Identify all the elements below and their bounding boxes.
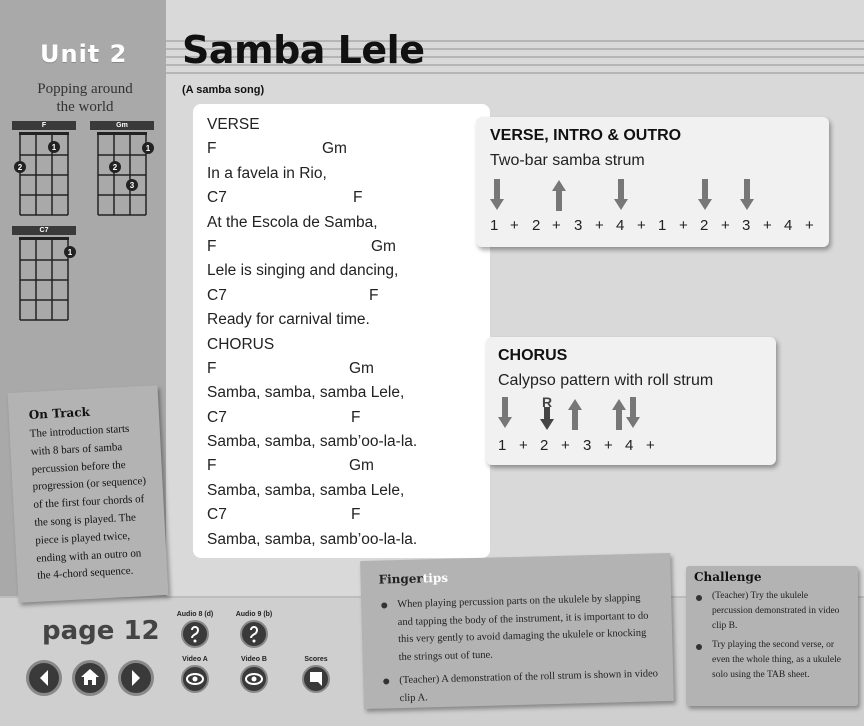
staff-line xyxy=(166,72,864,74)
strum-heading: CHORUS xyxy=(498,347,568,364)
chord-label: Gm xyxy=(349,457,374,475)
chord-label: C7 xyxy=(207,506,227,524)
lyric-line: Samba, samba, samb’oo-la-la. xyxy=(207,433,418,451)
on-track-line: percussion before the xyxy=(31,458,126,476)
chord-label: F xyxy=(351,408,361,426)
fretboard-icon xyxy=(90,121,154,217)
challenge-item: (Teacher) Try the ukulele percussion demonstrated in video clip B. xyxy=(694,589,850,634)
beat-count: 1 xyxy=(490,217,499,234)
chord-label: F xyxy=(369,286,379,304)
chord-diagram-gm xyxy=(90,121,154,217)
on-track-line: progression (or sequence) xyxy=(32,475,147,494)
lyric-line: Ready for carnival time. xyxy=(207,311,370,329)
beat-count: + xyxy=(561,437,570,454)
beat-count: + xyxy=(519,437,528,454)
ear-icon xyxy=(240,620,268,648)
finger-number: 2 xyxy=(112,163,118,172)
unit-subtitle xyxy=(20,80,150,116)
beat-count: + xyxy=(637,217,646,234)
strum-description: Two-bar samba strum xyxy=(490,152,645,169)
chord-name: Gm xyxy=(90,121,154,130)
beat-count: 2 xyxy=(700,217,709,234)
finger-number: 1 xyxy=(67,248,73,257)
lyric-line: Lele is singing and dancing, xyxy=(207,262,399,280)
on-track-heading: On Track xyxy=(28,404,91,422)
heading-part: Finger xyxy=(378,571,423,587)
video-b-button[interactable] xyxy=(234,656,274,693)
forward-button[interactable] xyxy=(118,660,154,696)
section-label: CHORUS xyxy=(207,335,275,353)
lyric-line: Samba, samba, samba Lele, xyxy=(207,481,405,499)
lyric-line: In a favela in Rio, xyxy=(207,164,327,182)
chord-row xyxy=(207,137,490,161)
beat-count: + xyxy=(646,437,655,454)
home-icon xyxy=(75,663,105,693)
eye-icon xyxy=(181,665,209,693)
chord-row xyxy=(207,454,490,478)
strum-box-chorus xyxy=(486,337,776,465)
beat-count: + xyxy=(510,217,519,234)
beat-count: + xyxy=(721,217,730,234)
chord-label: Gm xyxy=(322,140,347,158)
on-track-text xyxy=(29,420,153,586)
strum-pattern-verse xyxy=(490,178,830,212)
beat-count: 1 xyxy=(658,217,667,234)
chord-label: F xyxy=(207,237,217,255)
lyric-line: At the Escola de Samba, xyxy=(207,213,378,231)
chord-diagram-c7 xyxy=(12,226,76,322)
finger-tip-item: (Teacher) A demonstration of the roll strum is shown in video clip A. xyxy=(381,665,660,707)
media-label: Video B xyxy=(241,656,267,663)
beat-count-verse xyxy=(490,217,820,235)
chord-diagram-f xyxy=(12,121,76,217)
lyric-line: Samba, samba, samba Lele, xyxy=(207,384,405,402)
page-subtitle: (A samba song) xyxy=(182,84,265,96)
unit-subtitle-line: Popping around xyxy=(37,81,133,97)
strum-arrow-icon xyxy=(490,179,754,211)
beat-count: 4 xyxy=(625,437,634,454)
heading-part: tips xyxy=(422,570,449,586)
chord-row xyxy=(207,503,490,527)
finger-number: 3 xyxy=(129,181,135,190)
roll-mark: R xyxy=(542,395,553,410)
ear-icon xyxy=(181,620,209,648)
chord-row xyxy=(207,406,490,430)
chord-label: C7 xyxy=(207,189,227,207)
chord-row xyxy=(207,284,490,308)
on-track-line: piece is played twice, xyxy=(35,529,131,547)
section-label: VERSE xyxy=(207,116,260,133)
on-track-line: of the first four chords of xyxy=(33,493,145,512)
on-track-line: the song is played. The xyxy=(34,511,137,529)
beat-count: 2 xyxy=(532,217,541,234)
chord-name: C7 xyxy=(12,226,76,235)
media-label: Video A xyxy=(182,656,208,663)
beat-count: + xyxy=(595,217,604,234)
strum-heading: VERSE, INTRO & OUTRO xyxy=(490,127,682,144)
beat-count: 1 xyxy=(498,437,507,454)
eye-icon xyxy=(240,665,268,693)
page-title: Samba Lele xyxy=(182,28,425,72)
video-a-button[interactable] xyxy=(175,656,215,693)
chord-label: F xyxy=(351,506,361,524)
lyric-line: Samba, samba, samb’oo-la-la. xyxy=(207,530,418,548)
chord-label: F xyxy=(207,359,217,377)
fretboard-icon xyxy=(12,121,76,217)
home-button[interactable] xyxy=(72,660,108,696)
media-label: Scores xyxy=(304,656,328,663)
beat-count: 4 xyxy=(784,217,793,234)
on-track-note xyxy=(8,385,169,603)
score-icon xyxy=(302,665,330,693)
audio-9-button[interactable] xyxy=(234,611,274,648)
back-arrow-icon xyxy=(29,663,59,693)
challenge-item: Try playing the second verse, or even the whole thing, as a ukulele solo using the TAB sheet. xyxy=(694,638,850,683)
unit-subtitle-line: the world xyxy=(56,99,114,115)
lyrics-panel xyxy=(193,104,490,558)
finger-tips-note xyxy=(360,553,674,709)
on-track-line: the 4-chord sequence. xyxy=(36,565,134,583)
on-track-line: with 8 bars of samba xyxy=(30,440,123,458)
beat-count: 3 xyxy=(742,217,751,234)
finger-number: 1 xyxy=(145,144,151,153)
chord-label: C7 xyxy=(207,286,227,304)
chord-label: C7 xyxy=(207,408,227,426)
forward-arrow-icon xyxy=(121,663,151,693)
audio-8-button[interactable] xyxy=(175,611,215,648)
chord-label: Gm xyxy=(349,359,374,377)
chord-row xyxy=(207,186,490,210)
strum-arrow-icon xyxy=(498,397,640,430)
on-track-line: ending with an outro on xyxy=(35,546,142,565)
finger-number: 2 xyxy=(17,163,23,172)
chord-label: F xyxy=(207,140,217,158)
media-label: Audio 9 (b) xyxy=(235,611,273,618)
chord-label: F xyxy=(207,457,217,475)
chord-row xyxy=(207,357,490,381)
page-number: page 12 xyxy=(42,616,160,646)
strum-pattern-chorus xyxy=(498,395,668,431)
unit-title: Unit 2 xyxy=(40,40,128,68)
beat-count: + xyxy=(679,217,688,234)
back-button[interactable] xyxy=(26,660,62,696)
beat-count: 4 xyxy=(616,217,625,234)
beat-count: 3 xyxy=(574,217,583,234)
beat-count: 3 xyxy=(583,437,592,454)
roll-strum-icon xyxy=(540,407,554,430)
media-label: Audio 8 (d) xyxy=(176,611,214,618)
strum-description: Calypso pattern with roll strum xyxy=(498,372,714,389)
beat-count: + xyxy=(552,217,561,234)
on-track-line: The introduction starts xyxy=(29,422,130,440)
beat-count: + xyxy=(805,217,814,234)
finger-tip-item: When playing percussion parts on the ukulele by slapping and tapping the body of the instrument, it is important to do this very gently to avoid damaging the ukulele or knocking the strings out of tune. xyxy=(379,589,659,666)
beat-count: + xyxy=(763,217,772,234)
beat-count-chorus xyxy=(498,437,668,455)
fretboard-icon xyxy=(12,226,76,322)
scores-button[interactable] xyxy=(296,656,336,693)
finger-tips-heading xyxy=(378,565,656,586)
chord-row xyxy=(207,235,490,259)
challenge-heading: Challenge xyxy=(694,570,762,584)
chord-label: F xyxy=(353,189,363,207)
chord-name: F xyxy=(12,121,76,130)
beat-count: 2 xyxy=(540,437,549,454)
finger-number: 1 xyxy=(51,143,57,152)
strum-box-verse xyxy=(476,117,829,247)
beat-count: + xyxy=(604,437,613,454)
challenge-note xyxy=(686,566,858,706)
chord-label: Gm xyxy=(371,237,396,255)
